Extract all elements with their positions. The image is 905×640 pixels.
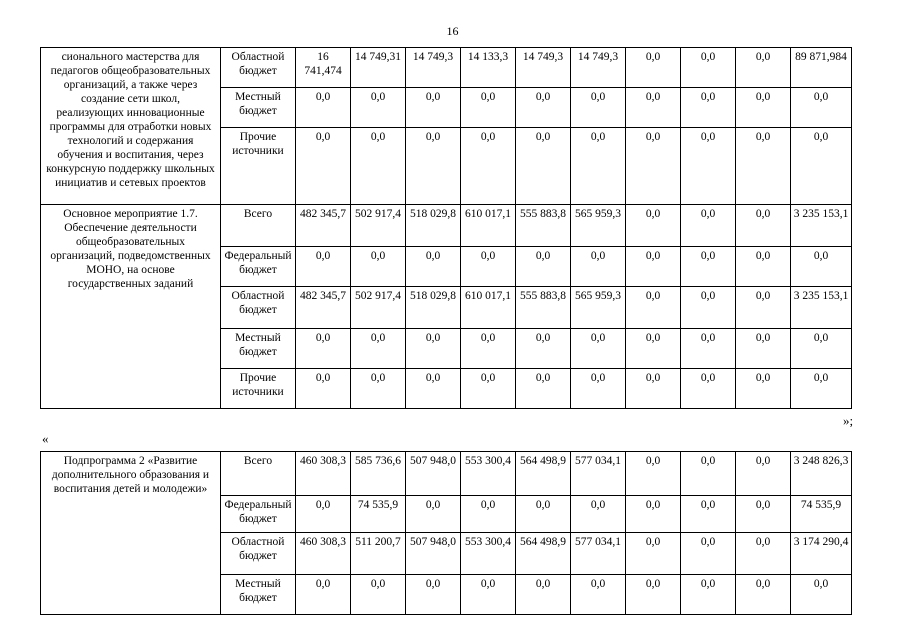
year-value-cell: 553 300,4 <box>461 533 516 575</box>
funding-source: Областной бюджет <box>221 48 296 88</box>
year-value-cell: 14 749,3 <box>406 48 461 88</box>
year-value-cell: 0,0 <box>626 205 681 247</box>
year-value-cell: 0,0 <box>626 533 681 575</box>
year-value-cell: 553 300,4 <box>461 452 516 496</box>
year-value-cell: 0,0 <box>626 329 681 369</box>
funding-source: Местный бюджет <box>221 575 296 615</box>
year-value-cell: 0,0 <box>681 575 736 615</box>
year-value-cell: 0,0 <box>736 287 791 329</box>
total-cell: 89 871,984 <box>791 48 852 88</box>
year-value-cell: 610 017,1 <box>461 205 516 247</box>
year-value-cell: 507 948,0 <box>406 452 461 496</box>
year-value-cell: 0,0 <box>736 205 791 247</box>
total-cell: 3 235 153,1 <box>791 287 852 329</box>
total-cell: 0,0 <box>791 247 852 287</box>
year-value-cell: 0,0 <box>406 369 461 409</box>
funding-source: Всего <box>221 205 296 247</box>
year-value-cell: 0,0 <box>571 369 626 409</box>
total-cell: 0,0 <box>791 369 852 409</box>
year-value-cell: 0,0 <box>351 575 406 615</box>
year-value-cell: 0,0 <box>351 369 406 409</box>
year-value-cell: 0,0 <box>351 128 406 205</box>
year-value-cell: 0,0 <box>681 48 736 88</box>
year-value-cell: 0,0 <box>571 88 626 128</box>
budget-table-1 <box>40 47 852 409</box>
table-row <box>41 452 852 496</box>
year-value-cell: 0,0 <box>626 575 681 615</box>
year-value-cell: 585 736,6 <box>351 452 406 496</box>
year-value-cell: 0,0 <box>736 452 791 496</box>
year-value-cell: 0,0 <box>681 287 736 329</box>
year-value-cell: 565 959,3 <box>571 205 626 247</box>
year-value-cell: 0,0 <box>626 496 681 533</box>
year-value-cell: 0,0 <box>626 369 681 409</box>
year-value-cell: 0,0 <box>351 88 406 128</box>
year-value-cell: 0,0 <box>296 128 351 205</box>
year-value-cell: 0,0 <box>406 575 461 615</box>
budget-table-2 <box>40 451 852 615</box>
table-row <box>41 48 852 88</box>
year-value-cell: 0,0 <box>736 369 791 409</box>
total-cell: 3 248 826,3 <box>791 452 852 496</box>
year-value-cell: 0,0 <box>296 369 351 409</box>
year-value-cell: 0,0 <box>461 128 516 205</box>
year-value-cell: 0,0 <box>626 88 681 128</box>
year-value-cell: 0,0 <box>351 247 406 287</box>
funding-source: Областной бюджет <box>221 533 296 575</box>
year-value-cell: 555 883,8 <box>516 205 571 247</box>
year-value-cell: 0,0 <box>736 128 791 205</box>
year-value-cell: 0,0 <box>516 329 571 369</box>
activity-description: Основное мероприятие 1.7. Обеспечение деятельности общеобразовательных организаций, подведомственных МОНО, на основе государственных заданий <box>41 205 221 409</box>
year-value-cell: 74 535,9 <box>351 496 406 533</box>
table-row <box>41 205 852 247</box>
total-cell: 3 174 290,4 <box>791 533 852 575</box>
year-value-cell: 0,0 <box>681 128 736 205</box>
year-value-cell: 0,0 <box>681 533 736 575</box>
year-value-cell: 0,0 <box>736 88 791 128</box>
year-value-cell: 0,0 <box>406 329 461 369</box>
funding-source: Федеральный бюджет <box>221 496 296 533</box>
year-value-cell: 0,0 <box>571 496 626 533</box>
year-value-cell: 0,0 <box>296 575 351 615</box>
year-value-cell: 0,0 <box>681 369 736 409</box>
year-value-cell: 0,0 <box>461 369 516 409</box>
year-value-cell: 0,0 <box>461 88 516 128</box>
year-value-cell: 0,0 <box>736 575 791 615</box>
funding-source: Местный бюджет <box>221 329 296 369</box>
year-value-cell: 0,0 <box>571 247 626 287</box>
year-value-cell: 0,0 <box>461 575 516 615</box>
total-cell: 0,0 <box>791 329 852 369</box>
year-value-cell: 16 741,474 <box>296 48 351 88</box>
page-number: 16 <box>446 24 459 38</box>
year-value-cell: 0,0 <box>461 329 516 369</box>
year-value-cell: 0,0 <box>681 329 736 369</box>
year-value-cell: 0,0 <box>626 247 681 287</box>
total-cell: 0,0 <box>791 128 852 205</box>
table-body <box>41 452 852 615</box>
year-value-cell: 0,0 <box>406 128 461 205</box>
opening-quote: « <box>42 431 49 446</box>
year-value-cell: 0,0 <box>626 48 681 88</box>
funding-source: Прочие источники <box>221 128 296 205</box>
year-value-cell: 0,0 <box>571 575 626 615</box>
funding-source: Местный бюджет <box>221 88 296 128</box>
activity-description: сионального мастерства для педагогов общеобразовательных организаций, а также через создание сети школ, реализующих инновационные программы для отработки новых технологий и содержания обучения и воспитания, через конкурсную поддержку школьных инициатив и сетевых проектов <box>41 48 221 205</box>
year-value-cell: 564 498,9 <box>516 533 571 575</box>
year-value-cell: 0,0 <box>406 496 461 533</box>
funding-source: Прочие источники <box>221 369 296 409</box>
year-value-cell: 0,0 <box>736 247 791 287</box>
year-value-cell: 0,0 <box>461 247 516 287</box>
year-value-cell: 564 498,9 <box>516 452 571 496</box>
funding-source: Областной бюджет <box>221 287 296 329</box>
table-body <box>41 48 852 409</box>
year-value-cell: 14 749,31 <box>351 48 406 88</box>
year-value-cell: 0,0 <box>516 247 571 287</box>
total-cell: 0,0 <box>791 88 852 128</box>
year-value-cell: 0,0 <box>516 88 571 128</box>
year-value-cell: 518 029,8 <box>406 205 461 247</box>
year-value-cell: 0,0 <box>516 369 571 409</box>
year-value-cell: 0,0 <box>296 247 351 287</box>
year-value-cell: 0,0 <box>406 247 461 287</box>
year-value-cell: 577 034,1 <box>571 533 626 575</box>
year-value-cell: 577 034,1 <box>571 452 626 496</box>
year-value-cell: 0,0 <box>296 329 351 369</box>
year-value-cell: 0,0 <box>351 329 406 369</box>
year-value-cell: 511 200,7 <box>351 533 406 575</box>
year-value-cell: 0,0 <box>461 496 516 533</box>
year-value-cell: 460 308,3 <box>296 533 351 575</box>
funding-source: Всего <box>221 452 296 496</box>
year-value-cell: 0,0 <box>736 48 791 88</box>
year-value-cell: 0,0 <box>296 88 351 128</box>
year-value-cell: 0,0 <box>571 128 626 205</box>
activity-description: Подпрограмма 2 «Развитие дополнительного образования и воспитания детей и молодежи» <box>41 452 221 615</box>
year-value-cell: 0,0 <box>406 88 461 128</box>
year-value-cell: 0,0 <box>681 205 736 247</box>
year-value-cell: 0,0 <box>681 88 736 128</box>
year-value-cell: 0,0 <box>736 533 791 575</box>
year-value-cell: 482 345,7 <box>296 287 351 329</box>
year-value-cell: 610 017,1 <box>461 287 516 329</box>
year-value-cell: 565 959,3 <box>571 287 626 329</box>
year-value-cell: 502 917,4 <box>351 205 406 247</box>
year-value-cell: 482 345,7 <box>296 205 351 247</box>
year-value-cell: 460 308,3 <box>296 452 351 496</box>
year-value-cell: 0,0 <box>736 496 791 533</box>
closing-quote: »; <box>843 413 854 428</box>
year-value-cell: 502 917,4 <box>351 287 406 329</box>
year-value-cell: 0,0 <box>626 128 681 205</box>
year-value-cell: 507 948,0 <box>406 533 461 575</box>
year-value-cell: 0,0 <box>681 247 736 287</box>
funding-source: Федеральный бюджет <box>221 247 296 287</box>
year-value-cell: 14 749,3 <box>571 48 626 88</box>
total-cell: 3 235 153,1 <box>791 205 852 247</box>
year-value-cell: 14 749,3 <box>516 48 571 88</box>
year-value-cell: 518 029,8 <box>406 287 461 329</box>
year-value-cell: 0,0 <box>296 496 351 533</box>
year-value-cell: 0,0 <box>681 452 736 496</box>
year-value-cell: 0,0 <box>516 496 571 533</box>
year-value-cell: 0,0 <box>516 575 571 615</box>
year-value-cell: 0,0 <box>571 329 626 369</box>
year-value-cell: 555 883,8 <box>516 287 571 329</box>
total-cell: 74 535,9 <box>791 496 852 533</box>
year-value-cell: 14 133,3 <box>461 48 516 88</box>
year-value-cell: 0,0 <box>626 452 681 496</box>
year-value-cell: 0,0 <box>626 287 681 329</box>
year-value-cell: 0,0 <box>516 128 571 205</box>
total-cell: 0,0 <box>791 575 852 615</box>
year-value-cell: 0,0 <box>736 329 791 369</box>
year-value-cell: 0,0 <box>681 496 736 533</box>
